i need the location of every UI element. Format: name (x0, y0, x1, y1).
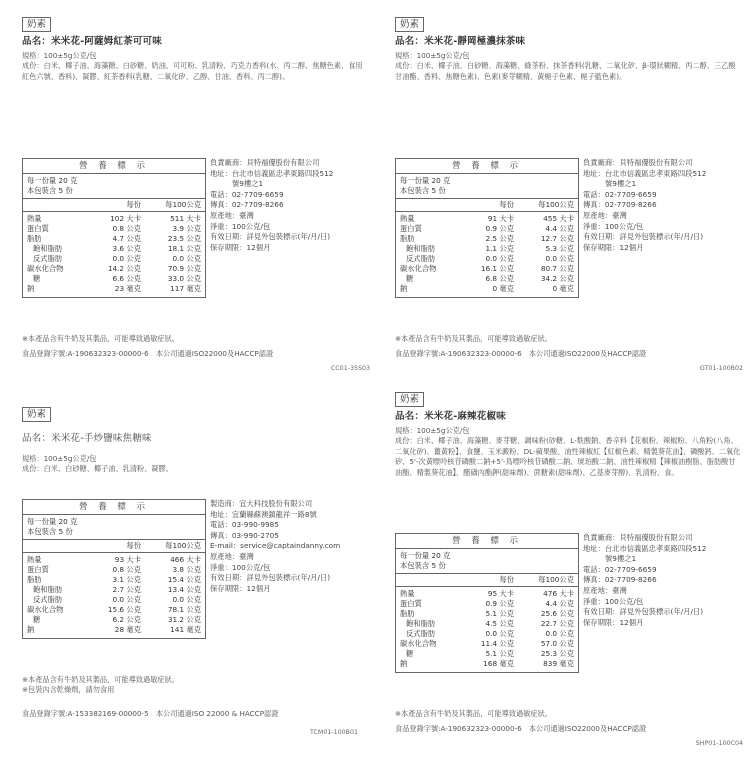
nutrition-row: 鈉 0 毫克 0 毫克 (400, 284, 574, 293)
servings-per-pack: 本包裝含 5 份 (27, 527, 73, 536)
product-name: 品名：米米花-麻辣花椒味 (395, 411, 506, 422)
nutrition-header (396, 574, 578, 587)
registration: 食品登錄字號:A-153382169-00000-5 本公司通過ISO 22000 & HACCP認證 (22, 709, 279, 718)
manufacturer-info: 負責廠商：貝特福優股份有限公司 地址：台北市信義區忠孝東路四段512 號9樓之1 電話：02-7709-6659 傳真：02-7709-8266 原產地：臺灣 淨重：100公克/包 有效日期：詳見外包裝標示(年/月/日) 保存期限：12個月 (583, 158, 707, 252)
nutrition-row: 糖 6.2 公克 31.2 公克 (33, 615, 201, 624)
nutrition-row: 反式脂肪 0.0 公克 0.0 公克 (33, 254, 201, 263)
product-code: SHP01-100C04 (695, 740, 743, 747)
product-name: 品名：米米花-阿薩姆紅茶可可味 (22, 36, 162, 47)
nutrition-row: 蛋白質 0.8 公克 3.9 公克 (27, 224, 201, 233)
nutrition-table (395, 158, 579, 298)
nutrition-row: 鈉 23 毫克 117 毫克 (27, 284, 201, 293)
nutrition-row: 蛋白質 0.9 公克 4.4 公克 (400, 599, 574, 608)
ingredients: 成份：白米、椰子油、海藻糖、白砂糖、奶油、可可粉、乳清粉、巧克力香料(水、丙二醇、焦糖色素、食用紅色六號、香料)、凝膠、紅茶香料(乳糖、二氧化矽、乙醇、甘油、香料、丙二醇)。 (22, 61, 363, 81)
serving-info (23, 174, 205, 199)
nutrition-row: 熱量 95 大卡 476 大卡 (400, 589, 574, 598)
nutrition-row: 鈉 28 毫克 141 毫克 (27, 625, 201, 634)
nutrition-row: 脂肪 3.1 公克 15.4 公克 (27, 575, 201, 584)
servings-per-pack: 本包裝含 5 份 (27, 186, 73, 195)
manufacturer-info: 製造商：宜大科技股份有限公司 地址：宜蘭縣蘇澳鎮龍祥一路8號 電話：03-990-9985 傳真：03-990-2705 E-mail：service@captaindanny.com 原產地：臺灣 淨重：100公克/包 有效日期：詳見外包裝標示(年/月/日) 保存期限：12個月 (210, 499, 341, 593)
allergen-notes: ※本產品含有牛奶及其製品，可能導致過敏症狀。 食品登錄字號:A-190632323-00000-6 本公司通過ISO22000及HACCP認證 (395, 334, 747, 359)
nutrition-row: 糖 6.6 公克 33.0 公克 (33, 274, 201, 283)
diet-tag: 奶素 (395, 392, 424, 407)
ingredients: 成份：白米、椰子油、海藻糖、麥芽糖、調味粉(砂糖、L-麩酸鈉、香辛料【花椒粉、辣椒粉、八角粉(八角、二氧化矽)、薑黃粉】、食鹽、玉米澱粉、DL-蘋果酸、油性辣椒紅【紅椒色素、精製葵花油】、磷酸鈣、二氧化矽、5'-次黃嘌呤核苷磷酸二鈉+5'-鳥嘌呤核苷磷酸二鈉、琥珀酸二鈉、油性辣椒精【辣椒油樹脂、脂肪酸甘油酯、精製葵花油】、醋磺內酯鉀(甜味劑)、蔗糖素(甜味劑)、乙基麥芽醇)、乳清粉、食。 (395, 436, 741, 477)
col-per-serving: 每份 (499, 575, 514, 584)
nutrition-header (396, 199, 578, 212)
nutrition-row: 飽和脂肪 4.5 公克 22.7 公克 (406, 619, 574, 628)
col-per-100g: 每100公克 (538, 575, 574, 584)
nutrition-row: 反式脂肪 0.0 公克 0.0 公克 (406, 254, 574, 263)
nutrition-row: 飽和脂肪 2.7 公克 13.4 公克 (33, 585, 201, 594)
product-name: 品名：米米花-手炒鹽味焦糖味 (22, 433, 152, 444)
nutrition-title: 營 養 標 示 (396, 534, 578, 549)
registration: 食品登錄字號:A-190632323-00000-6 本公司通過ISO22000及HACCP認證 (395, 349, 647, 358)
serving-size: 每一份量 20 克 (400, 176, 451, 185)
nutrition-title: 營 養 標 示 (23, 159, 205, 174)
serving-info (396, 549, 578, 574)
nutrition-row: 反式脂肪 0.0 公克 0.0 公克 (406, 629, 574, 638)
col-per-100g: 每100公克 (538, 200, 574, 209)
nutrition-table (22, 158, 206, 298)
nutrition-row: 鈉 168 毫克 839 毫克 (400, 659, 574, 668)
product-name: 品名：米米花-靜岡極濃抹茶味 (395, 36, 526, 47)
nutrition-row: 蛋白質 0.9 公克 4.4 公克 (400, 224, 574, 233)
nutrition-header (23, 199, 205, 212)
serving-info (23, 515, 205, 540)
nutrition-row: 蛋白質 0.8 公克 3.8 公克 (27, 565, 201, 574)
nutrition-row: 脂肪 2.5 公克 12.7 公克 (400, 234, 574, 243)
nutrition-table (395, 533, 579, 673)
servings-per-pack: 本包裝含 5 份 (400, 186, 446, 195)
label-salted-caramel (22, 402, 374, 770)
serving-size: 每一份量 20 克 (27, 176, 78, 185)
nutrition-row: 反式脂肪 0.0 公克 0.0 公克 (33, 595, 201, 604)
serving-info (396, 174, 578, 199)
nutrition-row: 飽和脂肪 1.1 公克 5.3 公克 (406, 244, 574, 253)
nutrition-header (23, 540, 205, 553)
nutrition-title: 營 養 標 示 (396, 159, 578, 174)
label-mala-pepper (395, 387, 747, 755)
nutrition-row: 碳水化合物 14.2 公克 70.9 公克 (27, 264, 201, 273)
nutrition-row: 熱量 91 大卡 455 大卡 (400, 214, 574, 223)
label-assam-cocoa (22, 12, 374, 380)
label-matcha (395, 12, 747, 380)
nutrition-row: 熱量 93 大卡 466 大卡 (27, 555, 201, 564)
spec: 規格：100±5g公克/包 (22, 454, 97, 463)
registration: 食品登錄字號:A-190632323-00000-6 本公司通過ISO22000及HACCP認證 (22, 349, 274, 358)
nutrition-row: 飽和脂肪 3.6 公克 18.1 公克 (33, 244, 201, 253)
nutrition-row: 脂肪 4.7 公克 23.5 公克 (27, 234, 201, 243)
registration: 食品登錄字號:A-190632323-00000-6 本公司通過ISO22000及HACCP認證 (395, 724, 647, 733)
nutrition-row: 糖 5.1 公克 25.3 公克 (406, 649, 574, 658)
manufacturer-info: 負責廠商：貝特福優股份有限公司 地址：台北市信義區忠孝東路四段512 號9樓之1 電話：02-7709-6659 傳真：02-7709-8266 原產地：臺灣 淨重：100公克/包 有效日期：詳見外包裝標示(年/月/日) 保存期限：12個月 (583, 533, 707, 627)
nutrition-row: 碳水化合物 11.4 公克 57.0 公克 (400, 639, 574, 648)
allergen-notes: ※本產品含有牛奶及其製品，可能導致過敏症狀。 ※包裝內含乾燥劑，請勿食用 食品登錄字號:A-153382169-00000-5 本公司通過ISO 22000 & HACCP認證 (22, 675, 374, 719)
allergen-notes: ※本產品含有牛奶及其製品，可能導致過敏症狀。 食品登錄字號:A-190632323-00000-6 本公司通過ISO22000及HACCP認證 (395, 709, 747, 734)
col-per-serving: 每份 (499, 200, 514, 209)
ingredients: 成份：白米、椰子油、白砂糖、海藻糖、綠茶粉、抹茶香料(乳糖、二氧化矽、β-環狀糊精、丙二醇、三乙酸甘油酯、香料、焦糖色素)、色素(麥芽糊精、黃梔子色素、梔子藍色素)。 (395, 61, 736, 81)
serving-size: 每一份量 20 克 (400, 551, 451, 560)
diet-tag: 奶素 (395, 17, 424, 32)
diet-tag: 奶素 (22, 407, 51, 422)
diet-tag: 奶素 (22, 17, 51, 32)
nutrition-row: 糖 6.8 公克 34.2 公克 (406, 274, 574, 283)
spec: 規格：100±5g公克/包 (395, 51, 470, 60)
nutrition-row: 脂肪 5.1 公克 25.6 公克 (400, 609, 574, 618)
col-per-serving: 每份 (126, 200, 141, 209)
manufacturer-info: 負責廠商：貝特福優股份有限公司 地址：台北市信義區忠孝東路四段512 號9樓之1 電話：02-7709-6659 傳真：02-7709-8266 原產地：臺灣 淨重：100公克/包 有效日期：詳見外包裝標示(年/月/日) 保存期限：12個月 (210, 158, 334, 252)
product-code: GT01-100B02 (699, 365, 743, 372)
col-per-serving: 每份 (126, 541, 141, 550)
nutrition-row: 熱量 102 大卡 511 大卡 (27, 214, 201, 223)
nutrition-row: 碳水化合物 16.1 公克 80.7 公克 (400, 264, 574, 273)
product-code: TCM01-100B01 (310, 729, 358, 736)
col-per-100g: 每100公克 (165, 200, 201, 209)
serving-size: 每一份量 20 克 (27, 517, 78, 526)
col-per-100g: 每100公克 (165, 541, 201, 550)
nutrition-row: 碳水化合物 15.6 公克 78.1 公克 (27, 605, 201, 614)
spec: 規格：100±5g公克/包 (22, 51, 97, 60)
allergen-notes: ※本產品含有牛奶及其製品，可能導致過敏症狀。 食品登錄字號:A-190632323-00000-6 本公司通過ISO22000及HACCP認證 (22, 334, 374, 359)
product-code: CC01-35S03 (330, 365, 370, 372)
nutrition-table (22, 499, 206, 639)
spec: 規格：100±5g公克/包 (395, 426, 470, 435)
servings-per-pack: 本包裝含 5 份 (400, 561, 446, 570)
ingredients: 成份：白米、白砂糖、椰子油、乳清粉、凝膠。 (22, 464, 173, 474)
nutrition-title: 營 養 標 示 (23, 500, 205, 515)
